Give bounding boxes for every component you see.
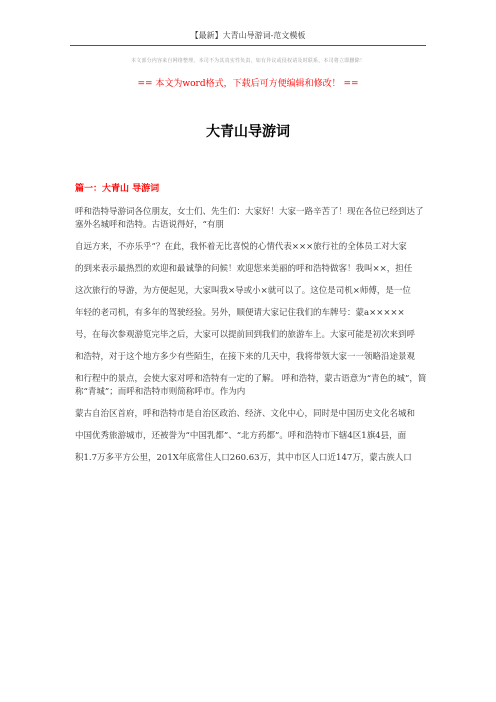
body-paragraph: 呼和浩特导游词各位朋友，女士们、先生们：大家好！大家一路辛苦了！现在各位已经到达了塞外名城呼和浩特。古语说得好，“有朋: [75, 207, 424, 230]
body-paragraph: 蒙古自治区首府，呼和浩特市是自治区政治、经济、文化中心，同时是中国历史文化名城和: [75, 409, 416, 419]
body-paragraph: 的到来表示最热烈的欢迎和最诚挚的问候！欢迎您来美丽的呼和浩特做客！我叫××，担任: [75, 264, 413, 274]
body-paragraph: 这次旅行的导游，为方便起见，大家叫我×导或小×就可以了。这位是司机×师傅，是一位: [75, 286, 411, 296]
header-divider: [70, 45, 426, 46]
body-paragraph: 号，在每次参观游览完毕之后，大家可以提前回到我们的旅游车上。大家可能是初次来到呼: [75, 330, 416, 340]
document-title: 大青山导游词: [206, 124, 290, 140]
section-heading: 篇一：大青山 导游词: [75, 184, 160, 194]
document-body: [75, 182, 430, 474]
format-notice: == 本文为word格式，下载后可方便编辑和修改！ ==: [137, 79, 359, 89]
body-paragraph: 和浩特，对于这个地方多少有些陌生，在接下来的几天中，我将带领大家一一领略沿途景观: [75, 352, 416, 362]
body-paragraph: 和行程中的景点，会使大家对呼和浩特有一定的了解。 呼和浩特，蒙古语意为“青色的城”，简称“青城”；而呼和浩特市则简称呼市。作为内: [75, 374, 427, 397]
body-paragraph: 积1.7万多平方公里，201X年底常住人口260.63万，其中市区人口近147万，蒙古族人口: [75, 453, 412, 463]
body-paragraph: 中国优秀旅游城市，还被誉为“中国乳都”、“北方药都”。呼和浩特市下辖4区1旗4县，面: [75, 431, 407, 441]
body-paragraph: 年轻的老司机，有多年的驾驶经验。另外，顺便请大家记住我们的车牌号：蒙a×××××: [75, 308, 405, 318]
page-header: 【最新】大青山导游词-范文模板: [190, 31, 306, 40]
body-paragraph: 自远方来，不亦乐乎”？在此，我怀着无比喜悦的心情代表×××旅行社的全体员工对大家: [75, 242, 407, 252]
disclaimer-text: 本文部分内容来自网络整理，本司不为其真实性负责，如有异议或侵权请及时联系，本司将立即删除！: [130, 58, 365, 64]
